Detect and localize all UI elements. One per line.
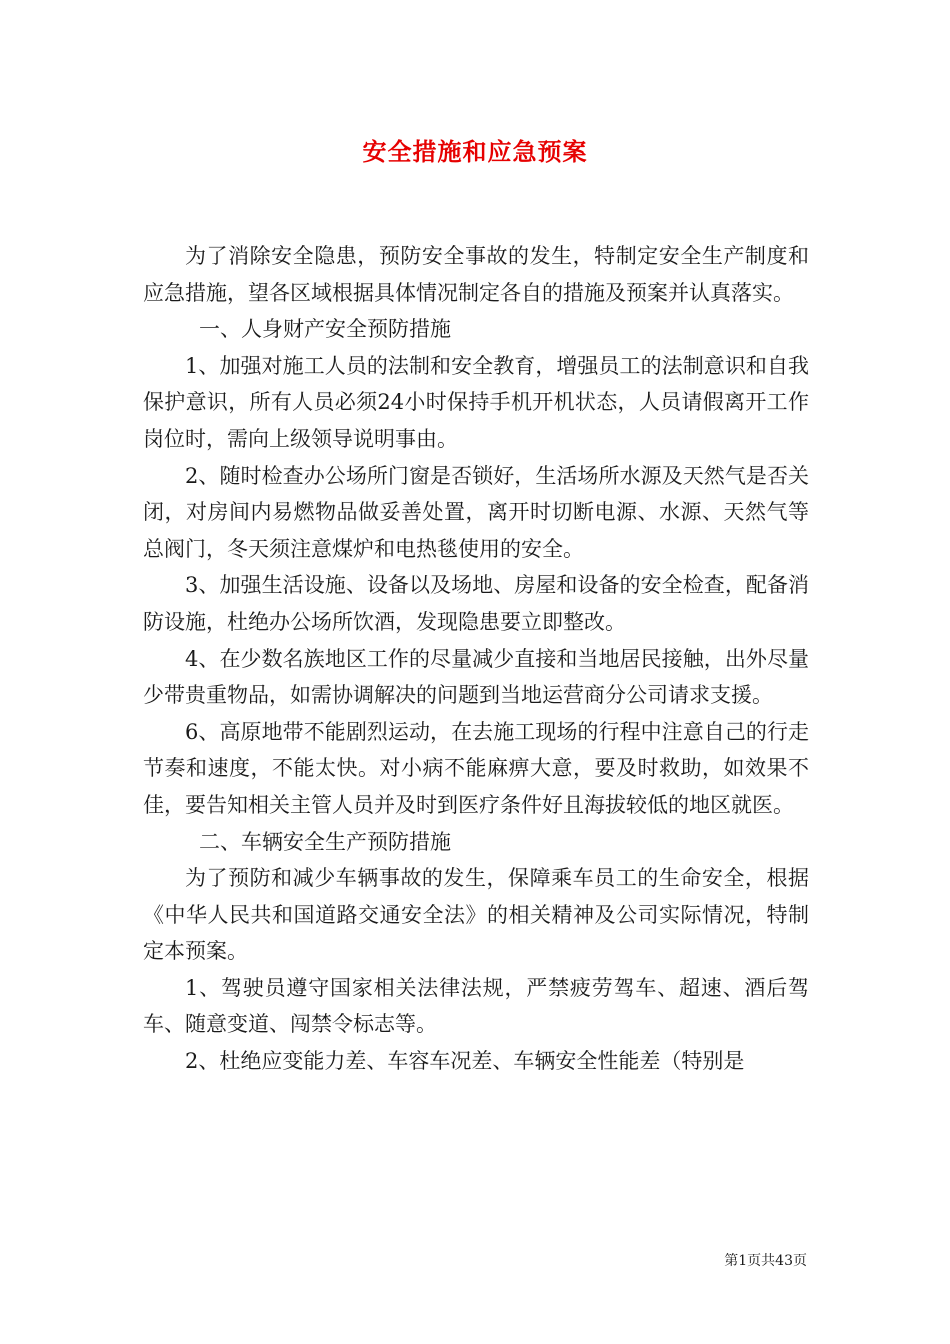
paragraph-item: 2、随时检查办公场所门窗是否锁好，生活场所水源及天然气是否关闭，对房间内易燃物品做妥善处置，离开时切断电源、水源、天然气等总阀门，冬天须注意煤炉和电热毯使用的安全。 xyxy=(143,463,809,561)
paragraph-item: 2、杜绝应变能力差、车容车况差、车辆安全性能差（特别是 xyxy=(185,1049,745,1074)
paragraph-item: 4、在少数名族地区工作的尽量减少直接和当地居民接触，出外尽量少带贵重物品，如需协调解决的问题到当地运营商分公司请求支援。 xyxy=(143,646,809,708)
paragraph-item: 6、高原地带不能剧烈运动，在去施工现场的行程中注意自己的行走节奏和速度，不能太快。对小病不能麻痹大意，要及时救助，如效果不佳，要告知相关主管人员并及时到医疗条件好且海拔较低的地区就医。 xyxy=(143,719,809,817)
paragraph-intro: 为了消除安全隐患，预防安全事故的发生，特制定安全生产制度和应急措施，望各区域根据具体情况制定各自的措施及预案并认真落实。 xyxy=(143,244,809,305)
paragraph-item: 1、加强对施工人员的法制和安全教育，增强员工的法制意识和自我保护意识，所有人员必须24小时保持手机开机状态，人员请假离开工作岗位时，需向上级领导说明事由。 xyxy=(143,353,809,451)
paragraph-item: 3、加强生活设施、设备以及场地、房屋和设备的安全检查，配备消防设施，杜绝办公场所饮酒，发现隐患要立即整改。 xyxy=(143,573,809,634)
section-heading-1: 一、人身财产安全预防措施 xyxy=(199,317,451,342)
document-body xyxy=(143,238,809,1080)
paragraph-item: 1、驾驶员遵守国家相关法律法规，严禁疲劳驾车、超速、酒后驾车、随意变道、闯禁令标志等。 xyxy=(143,975,809,1037)
section-heading-2: 二、车辆安全生产预防措施 xyxy=(199,829,451,854)
document-title: 安全措施和应急预案 xyxy=(362,137,588,166)
paragraph-intro-2: 为了预防和减少车辆事故的发生，保障乘车员工的生命安全，根据《中华人民共和国道路交通安全法》的相关精神及公司实际情况，特制定本预案。 xyxy=(143,866,809,964)
page-number: 第1页共43页 xyxy=(724,1253,807,1269)
